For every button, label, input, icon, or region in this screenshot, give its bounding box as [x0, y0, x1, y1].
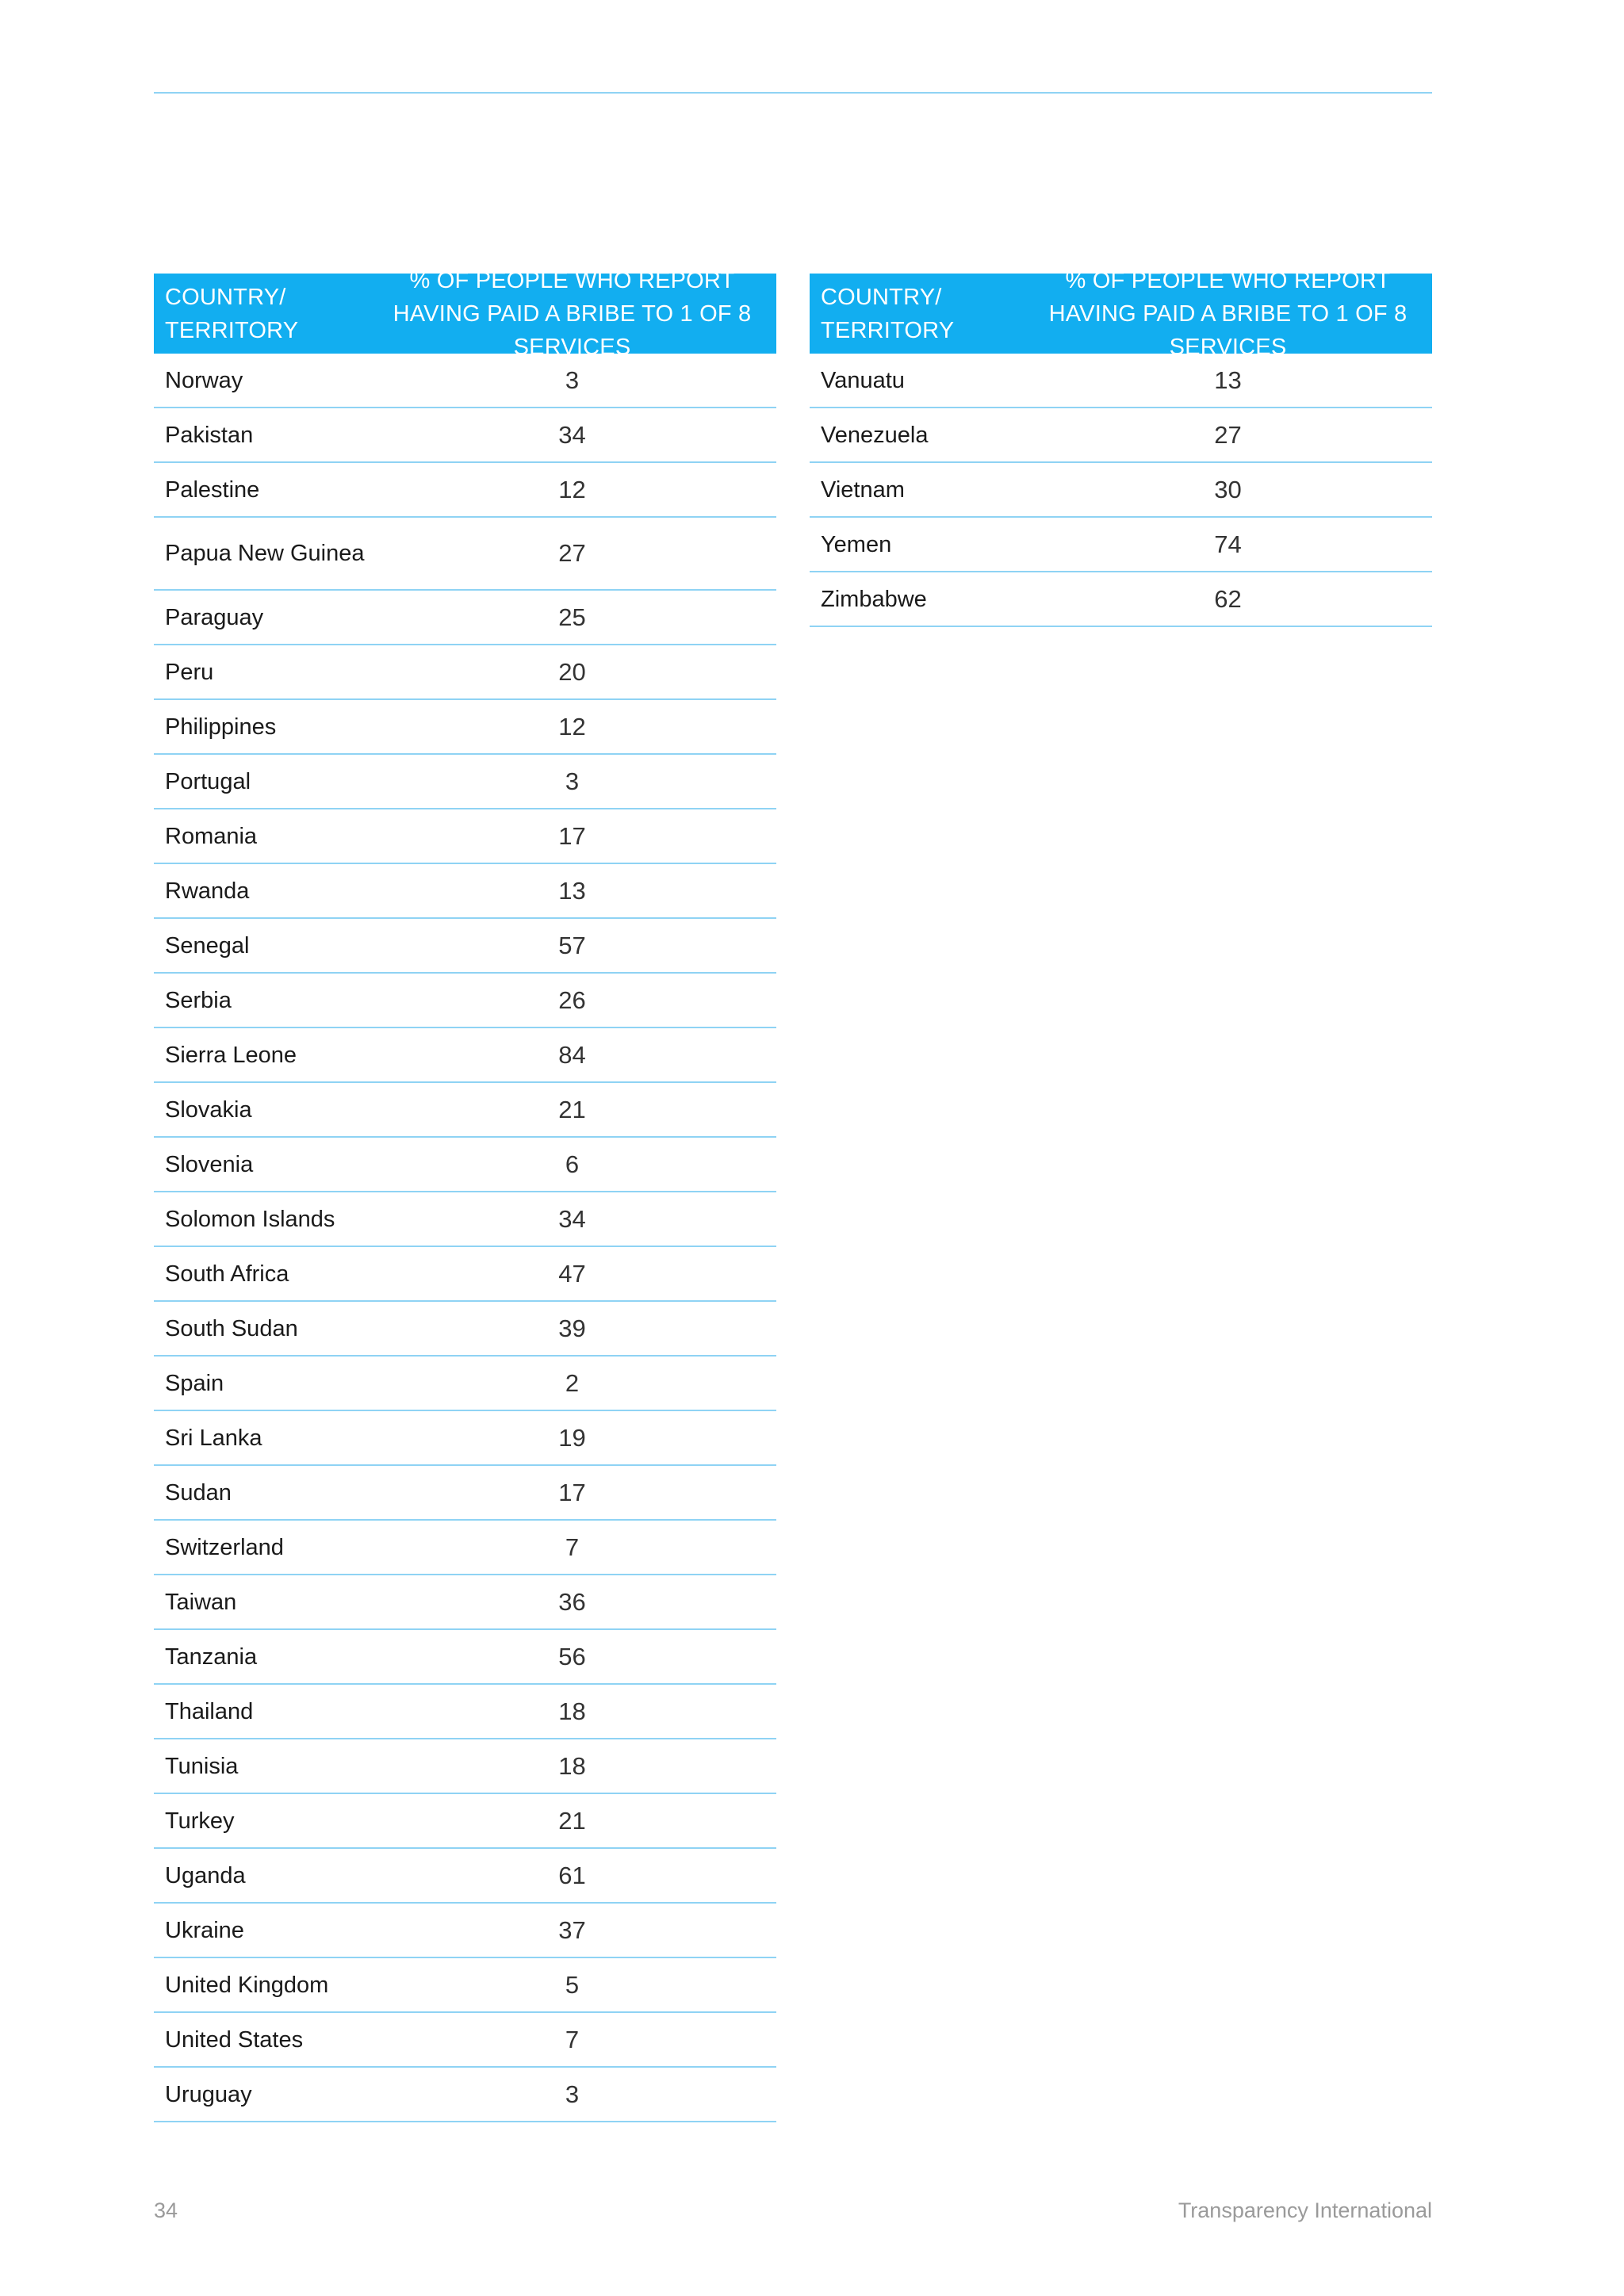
- table-row: [154, 755, 776, 809]
- country-cell: Turkey: [165, 1808, 235, 1834]
- table-row: [810, 518, 1432, 572]
- value-cell: 18: [558, 1751, 586, 1780]
- value-cell: 57: [558, 931, 586, 959]
- table-body-right: [810, 354, 1432, 627]
- table-row: [810, 572, 1432, 627]
- value-cell: 12: [558, 475, 586, 503]
- country-cell: Uruguay: [165, 2081, 252, 2107]
- country-cell: Sudan: [165, 1479, 232, 1506]
- value-cell: 17: [558, 821, 586, 850]
- country-cell: Switzerland: [165, 1534, 284, 1560]
- value-cell: 37: [558, 1915, 586, 1944]
- table-row: [154, 1466, 776, 1521]
- bribery-table-right: [810, 267, 1432, 627]
- country-cell: Spain: [165, 1370, 224, 1396]
- value-cell: 3: [565, 767, 580, 795]
- country-cell: Yemen: [821, 531, 892, 557]
- value-cell: 7: [565, 1533, 580, 1561]
- table-row: [154, 1521, 776, 1575]
- value-cell: 74: [1214, 530, 1242, 558]
- country-cell: United Kingdom: [165, 1972, 329, 1998]
- table-row: [810, 408, 1432, 463]
- table-row: [154, 1083, 776, 1138]
- value-cell: 84: [558, 1040, 586, 1069]
- page-number: 34: [154, 2198, 178, 2222]
- header-value: % OF PEOPLE WHO REPORT HAVING PAID A BRIBE TO 1 OF 8 SERVICES: [1048, 267, 1408, 360]
- table-row: [154, 1958, 776, 2013]
- table-row: [154, 2068, 776, 2122]
- value-cell: 5: [565, 1970, 580, 1999]
- header-value: % OF PEOPLE WHO REPORT HAVING PAID A BRIBE TO 1 OF 8 SERVICES: [393, 267, 752, 360]
- country-cell: Norway: [165, 367, 243, 393]
- value-cell: 3: [565, 365, 580, 394]
- table-row: [154, 1411, 776, 1466]
- country-cell: Paraguay: [165, 604, 264, 630]
- table-row: [154, 591, 776, 645]
- table-row: [154, 974, 776, 1028]
- value-cell: 27: [1214, 420, 1242, 449]
- table-row: [154, 463, 776, 518]
- country-cell: Serbia: [165, 987, 232, 1013]
- country-cell: Portugal: [165, 768, 251, 794]
- country-cell: South Africa: [165, 1261, 289, 1287]
- table-row: [810, 463, 1432, 518]
- country-cell: Rwanda: [165, 878, 250, 904]
- bribery-table-left: [154, 267, 776, 2122]
- table-row: [154, 1849, 776, 1904]
- country-cell: Philippines: [165, 714, 277, 740]
- table-header: [810, 267, 1432, 360]
- table-row: [154, 1247, 776, 1302]
- country-cell: United States: [165, 2026, 304, 2053]
- table-row: [154, 1302, 776, 1357]
- value-cell: 17: [558, 1478, 586, 1506]
- country-cell: Zimbabwe: [821, 586, 927, 612]
- value-cell: 25: [558, 603, 586, 631]
- table-row: [154, 1575, 776, 1630]
- value-cell: 18: [558, 1697, 586, 1725]
- value-cell: 36: [558, 1587, 586, 1616]
- table-row: [154, 700, 776, 755]
- value-cell: 19: [558, 1423, 586, 1452]
- value-cell: 39: [558, 1314, 586, 1342]
- value-cell: 6: [565, 1150, 580, 1178]
- table-row: [154, 1138, 776, 1192]
- table-row: [154, 864, 776, 919]
- country-cell: Taiwan: [165, 1589, 237, 1615]
- table-body-left: [154, 354, 776, 2122]
- footer-organization: Transparency International: [1178, 2198, 1432, 2222]
- country-cell: South Sudan: [165, 1315, 298, 1341]
- value-cell: 20: [558, 657, 586, 686]
- table-row: [154, 1357, 776, 1411]
- table-row: [154, 1685, 776, 1739]
- header-country: COUNTRY/ TERRITORY: [821, 284, 955, 343]
- table-row: [154, 518, 776, 591]
- table-row: [154, 1794, 776, 1849]
- country-cell: Sierra Leone: [165, 1042, 297, 1068]
- table-row: [154, 408, 776, 463]
- table-row: [154, 2013, 776, 2068]
- table-row: [154, 1192, 776, 1247]
- country-cell: Pakistan: [165, 422, 254, 448]
- country-cell: Senegal: [165, 932, 250, 959]
- country-cell: Venezuela: [821, 422, 929, 448]
- value-cell: 26: [558, 985, 586, 1014]
- table-row: [154, 919, 776, 974]
- country-cell: Palestine: [165, 476, 260, 503]
- country-cell: Uganda: [165, 1862, 246, 1888]
- value-cell: 47: [558, 1259, 586, 1288]
- value-cell: 61: [558, 1861, 586, 1889]
- value-cell: 27: [558, 539, 586, 567]
- value-cell: 21: [558, 1806, 586, 1835]
- country-cell: Vanuatu: [821, 367, 905, 393]
- table-row: [154, 645, 776, 700]
- country-cell: Papua New Guinea: [165, 541, 365, 566]
- country-cell: Sri Lanka: [165, 1425, 262, 1451]
- table-row: [154, 1739, 776, 1794]
- country-cell: Slovenia: [165, 1151, 254, 1177]
- header-country: COUNTRY/ TERRITORY: [165, 284, 299, 343]
- country-cell: Vietnam: [821, 476, 905, 503]
- table-row: [154, 1028, 776, 1083]
- value-cell: 12: [558, 712, 586, 740]
- value-cell: 13: [1214, 365, 1242, 394]
- value-cell: 34: [558, 420, 586, 449]
- value-cell: 62: [1214, 584, 1242, 613]
- country-cell: Romania: [165, 823, 258, 849]
- table-row: [154, 809, 776, 864]
- value-cell: 3: [565, 2080, 580, 2108]
- value-cell: 2: [565, 1368, 580, 1397]
- value-cell: 7: [565, 2025, 580, 2053]
- country-cell: Solomon Islands: [165, 1206, 335, 1232]
- country-cell: Peru: [165, 659, 214, 685]
- country-cell: Ukraine: [165, 1917, 244, 1943]
- top-divider: [154, 92, 1432, 94]
- value-cell: 56: [558, 1642, 586, 1670]
- value-cell: 21: [558, 1095, 586, 1123]
- country-cell: Tanzania: [165, 1644, 258, 1670]
- value-cell: 13: [558, 876, 586, 905]
- country-cell: Tunisia: [165, 1753, 239, 1779]
- country-cell: Thailand: [165, 1698, 254, 1724]
- country-cell: Slovakia: [165, 1096, 252, 1123]
- table-row: [154, 1904, 776, 1958]
- table-header: [154, 267, 776, 360]
- value-cell: 34: [558, 1204, 586, 1233]
- value-cell: 30: [1214, 475, 1242, 503]
- table-row: [154, 1630, 776, 1685]
